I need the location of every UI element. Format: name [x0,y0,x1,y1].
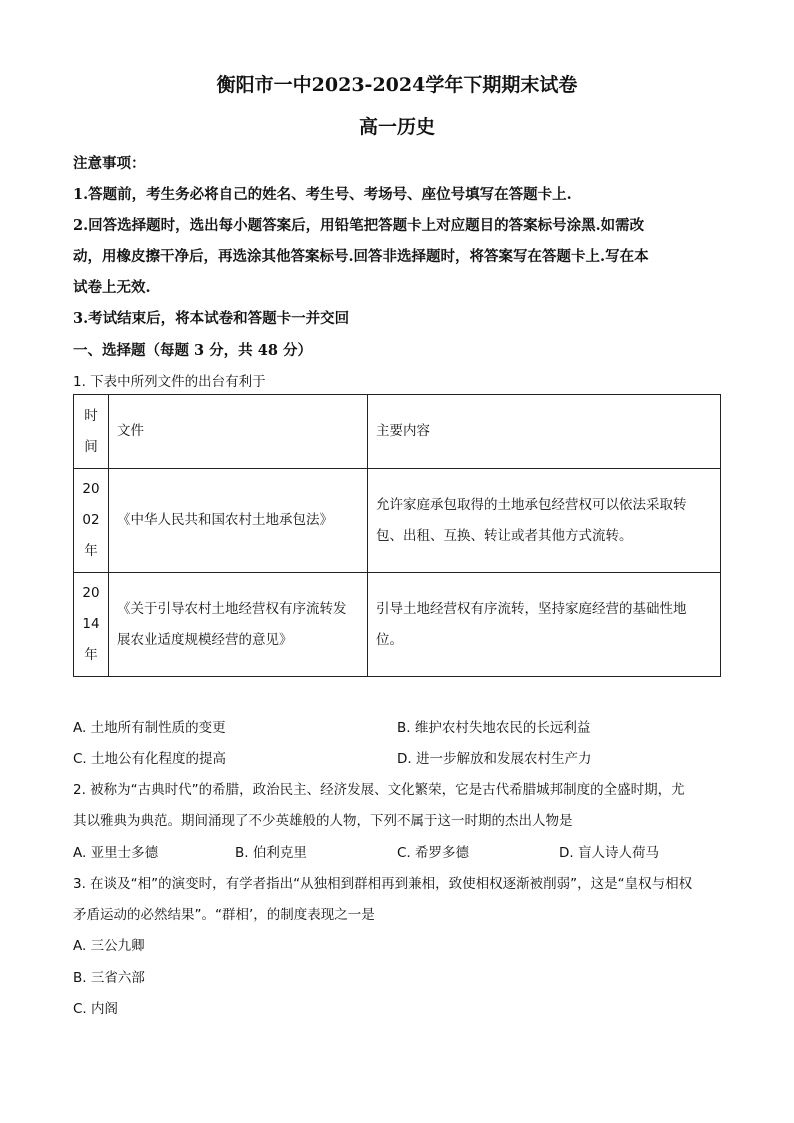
table-header-row [74,395,721,469]
table-cell-content: 引导土地经营权有序流转，坚持家庭经营的基础性地位。 [368,573,721,677]
q3-stem-line-2: 矛盾运动的必然结果”。“群相’，的制度表现之一是 [73,907,375,923]
q2-option-d: D. 盲人诗人荷马 [559,845,659,861]
notice-item-2-line-1: 2.回答选择题时，选出每小题答案后，用铅笔把答题卡上对应题目的答案标号涂黑.如需改 [73,217,645,234]
q3-option-c: C. 内阁 [73,1001,119,1017]
q2-stem-line-1: 2. 被称为“古典时代”的希腊，政治民主、经济发展、文化繁荣，它是古代希腊城邦制度的全盛时期，尤 [73,782,685,798]
notice-heading: 注意事项： [73,155,146,172]
q2-option-a: A. 亚里士多德 [73,845,159,861]
notice-item-2-line-2: 动，用橡皮擦干净后，再选涂其他答案标号.回答非选择题时，将答案写在答题卡上.写在本 [73,248,649,265]
table-header-cell: 文件 [109,395,368,469]
q3-option-b: B. 三省六部 [73,970,145,986]
q1-option-b: B. 维护农村失地农民的长远利益 [397,720,591,736]
q1-option-a: A. 土地所有制性质的变更 [73,720,226,736]
table-cell-doc: 《中华人民共和国农村土地承包法》 [109,469,368,573]
table-cell-doc: 《关于引导农村土地经营权有序流转发展农业适度规模经营的意见》 [109,573,368,677]
q1-table [73,394,721,677]
q1-option-c: C. 土地公有化程度的提高 [73,751,227,767]
table-cell-year: 2014年 [74,573,109,677]
notice-item-1: 1.答题前，考生务必将自己的姓名、考生号、考场号、座位号填写在答题卡上. [73,186,572,203]
notice-item-2-line-3: 试卷上无效. [73,279,151,296]
q3-stem-line-1: 3. 在谈及“相”的演变时，有学者指出“从独相到群相再到兼相，致使相权逐渐被削弱”，这是“皇权与相权 [73,876,693,892]
q1-option-d: D. 进一步解放和发展农村生产力 [397,751,592,767]
table-cell-content: 允许家庭承包取得的土地承包经营权可以依法采取转包、出租、互换、转让或者其他方式流转。 [368,469,721,573]
exam-subtitle: 高一历史 [358,116,435,138]
table-cell-year: 2002年 [74,469,109,573]
section-heading: 一、选择题（每题 3 分，共 48 分） [73,342,312,359]
q1-stem: 1. 下表中所列文件的出台有利于 [73,374,266,390]
table-header-cell: 主要内容 [368,395,721,469]
q2-stem-line-2: 其以雅典为典范。期间涌现了不少英雄般的人物，下列不属于这一时期的杰出人物是 [73,813,573,829]
exam-title: 衡阳市一中2023-2024学年下期期末试卷 [216,74,578,96]
q2-option-c: C. 希罗多德 [397,845,470,861]
notice-item-3: 3.考试结束后，将本试卷和答题卡一并交回 [73,310,350,327]
table-row [74,573,721,677]
q3-option-a: A. 三公九卿 [73,938,145,954]
table-header-cell: 时间 [74,395,109,469]
q2-option-b: B. 伯利克里 [235,845,307,861]
table-row [74,469,721,573]
